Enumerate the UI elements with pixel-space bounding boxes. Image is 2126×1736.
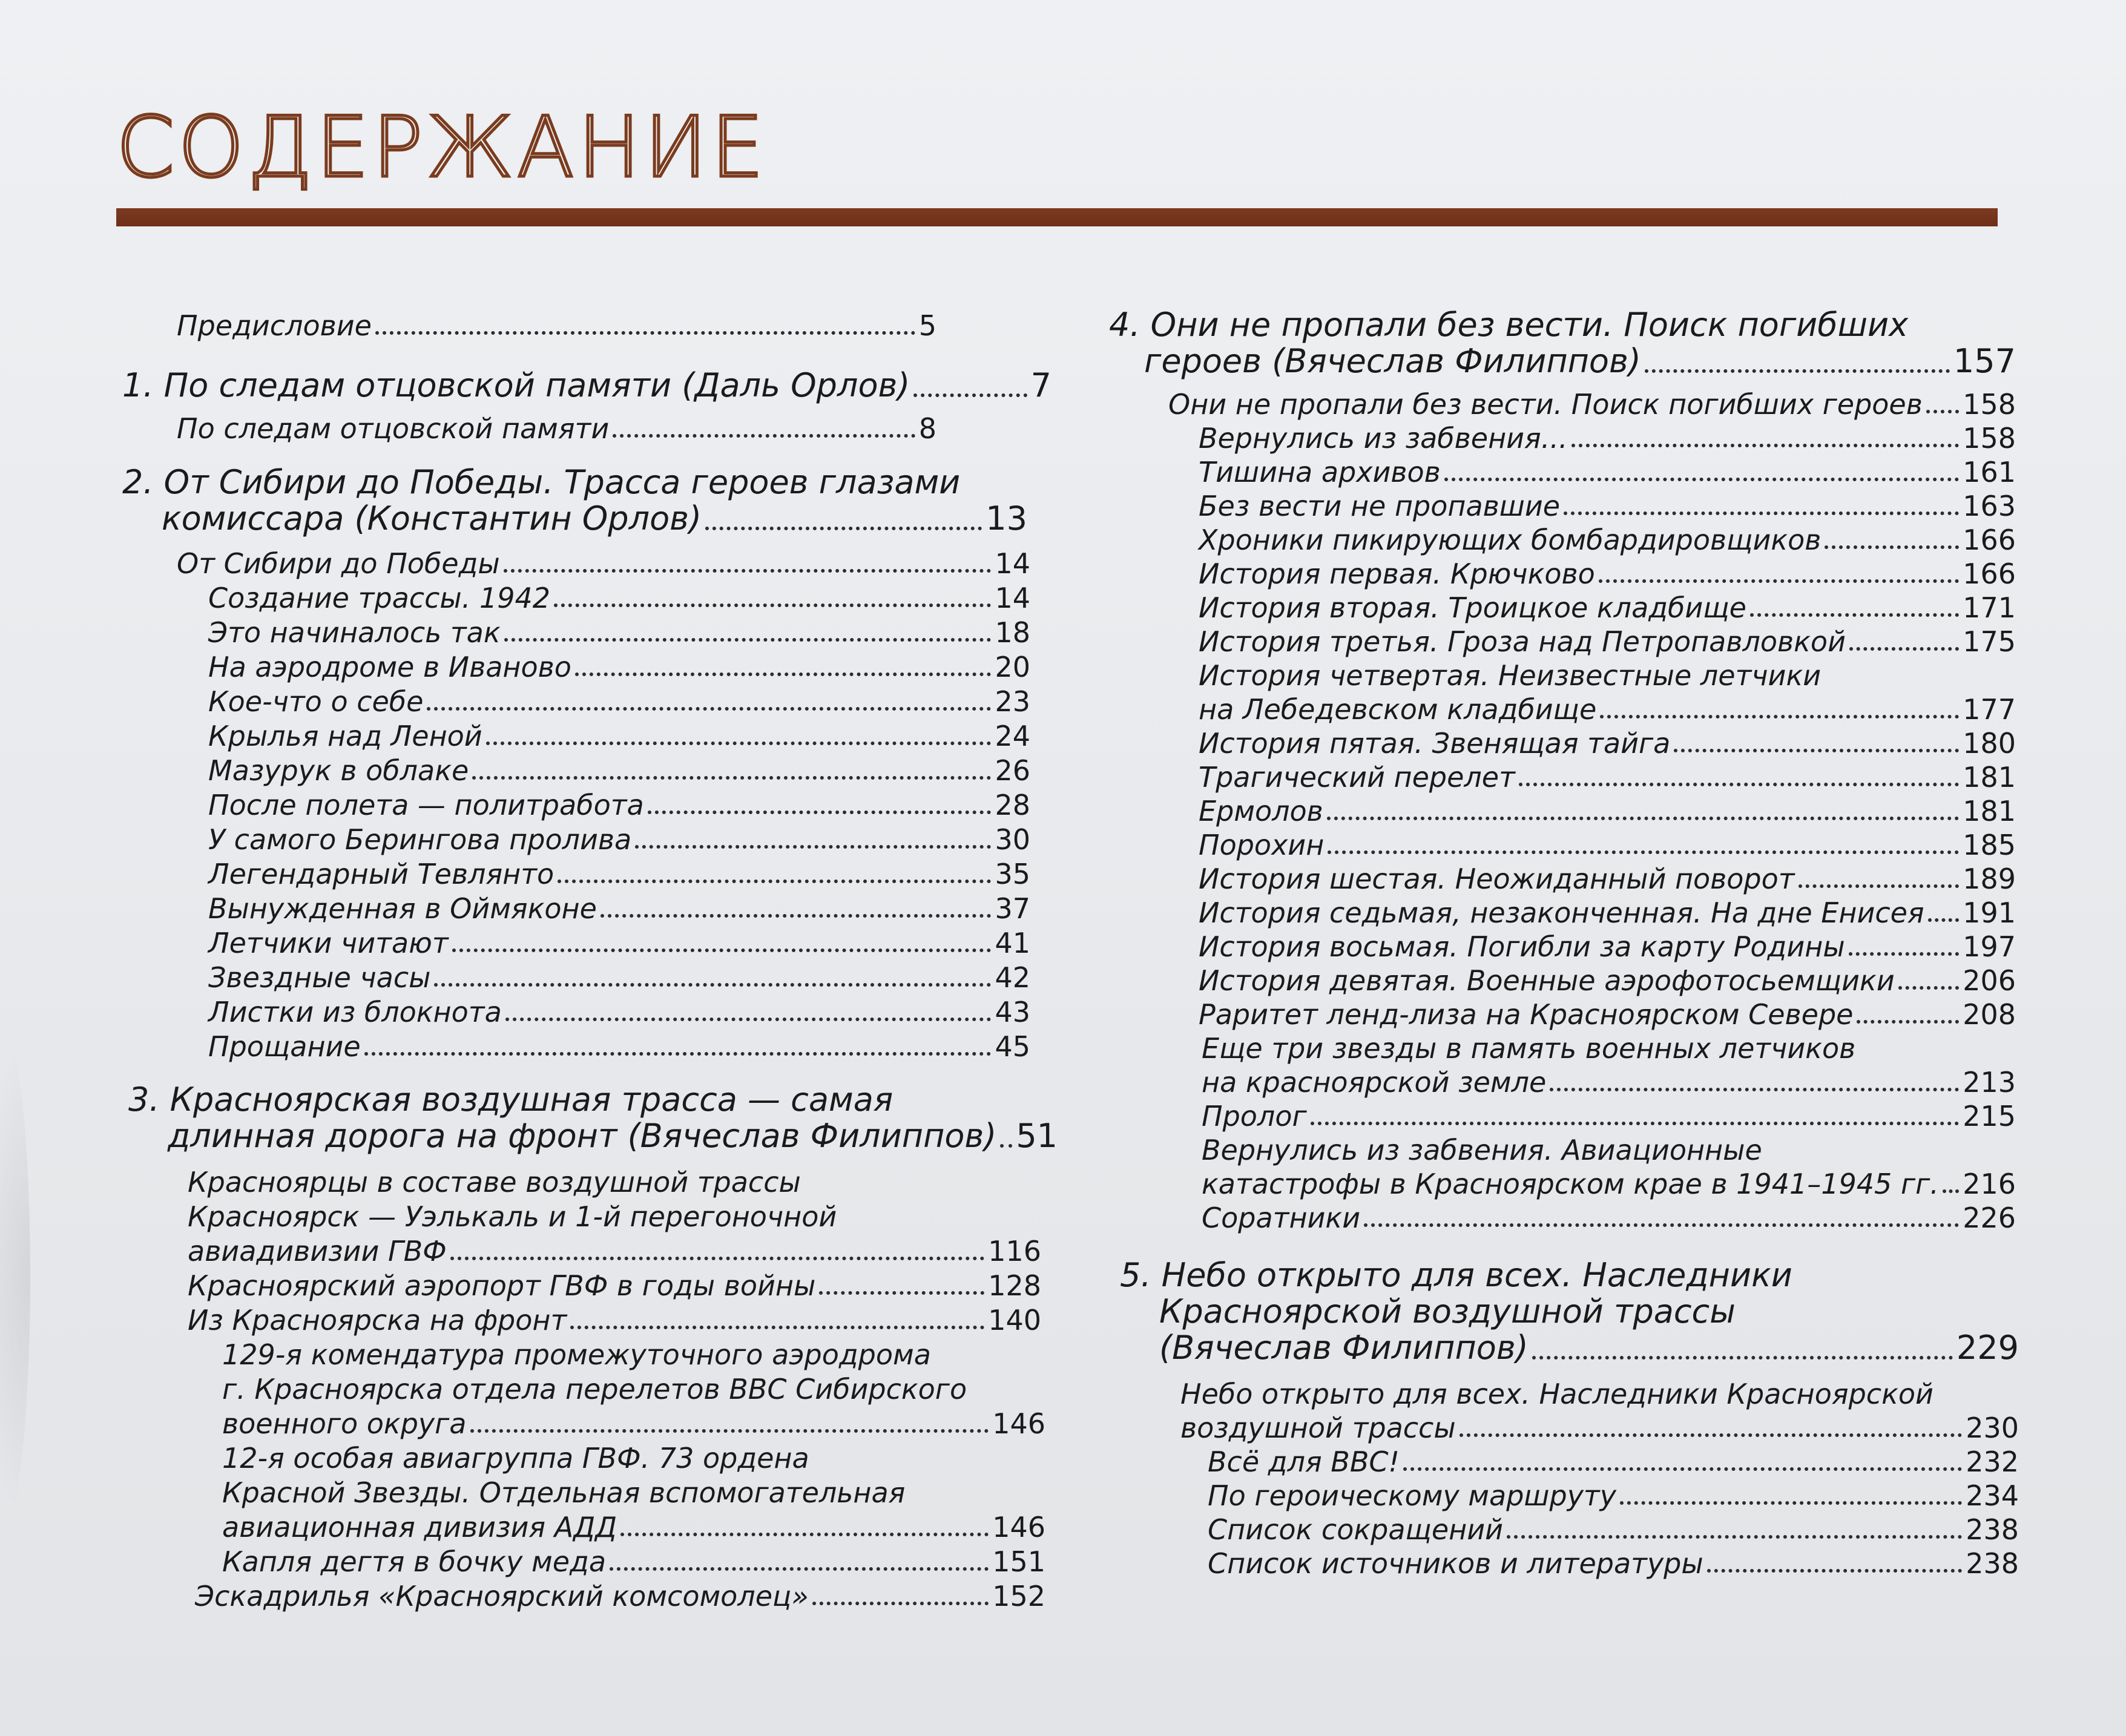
toc-entry[interactable]: Без вести не пропавшие 163 [1199,490,2016,522]
toc-entry[interactable]: Крылья над Леной 24 [208,720,1030,752]
toc-entry[interactable]: История восьмая. Погибли за карту Родины 197 [1199,930,2016,963]
toc-entry[interactable]: Порохин 185 [1199,829,2016,861]
toc-entry[interactable]: На аэродроме в Иваново 20 [208,651,1030,683]
toc-entry[interactable]: История седьмая, незаконченная. На дне Енисея 191 [1199,896,2016,929]
toc-entry[interactable]: авиадивизии ГВФ 116 [188,1235,1041,1267]
toc-entry-preface[interactable]: Предисловие 5 [177,309,936,342]
toc-entry-line[interactable]: Вернулись из забвения. Авиационные [1202,1134,1762,1166]
toc-entry[interactable]: Красноярский аэропорт ГВФ в годы войны 128 [188,1269,1041,1302]
toc-entry[interactable]: воздушной трассы 230 [1180,1412,2019,1444]
page-title: СОДЕРЖАНИЕ [116,99,768,196]
toc-entry[interactable]: Звездные часы 42 [208,961,1030,994]
toc-entry[interactable]: По следам отцовской памяти 8 [177,412,936,445]
toc-chapter-5-line1[interactable]: 5. Небо открыто для всех. Наследники [1120,1256,1792,1294]
toc-entry[interactable]: Летчики читают 41 [208,927,1030,959]
toc-chapter-5-line2[interactable]: Красноярской воздушной трассы [1159,1292,1736,1330]
toc-entry[interactable]: Это начиналось так 18 [208,616,1030,649]
toc-entry[interactable]: авиационная дивизия АДД 146 [222,1511,1045,1544]
toc-entry[interactable]: Раритет ленд-лиза на Красноярском Севере 208 [1199,998,2016,1031]
toc-entry[interactable]: Вернулись из забвения... 158 [1199,422,2016,455]
toc-entry[interactable]: Прощание 45 [208,1030,1030,1063]
toc-chapter-4[interactable]: героев (Вячеслав Филиппов) 157 [1144,342,2016,380]
toc-entry[interactable]: Мазурук в облаке 26 [208,754,1030,787]
toc-entry[interactable]: Листки из блокнота 43 [208,996,1030,1028]
toc-entry-line[interactable]: История четвертая. Неизвестные летчики [1199,659,1822,692]
toc-entry-line[interactable]: Небо открыто для всех. Наследники Красноярской [1180,1378,1933,1410]
toc-entry[interactable]: От Сибири до Победы 14 [177,547,1030,580]
toc-entry[interactable]: Создание трассы. 1942 14 [208,582,1030,614]
toc-entry[interactable]: Кое-что о себе 23 [208,685,1030,718]
toc-entry-line[interactable]: 129-я комендатура промежуточного аэродрома [222,1338,931,1371]
toc-entry[interactable]: Хроники пикирующих бомбардировщиков 166 [1199,524,2016,556]
toc-entry[interactable]: История девятая. Военные аэрофотосьемщики 206 [1199,964,2016,997]
toc-entry-line[interactable]: Еще три звезды в память военных летчиков [1202,1032,1856,1065]
toc-chapter-5[interactable]: (Вячеслав Филиппов) 229 [1159,1329,2019,1367]
toc-entry[interactable]: История первая. Крючково 166 [1199,557,2016,590]
toc-entry[interactable]: Легендарный Тевлянто 35 [208,858,1030,890]
toc-entry[interactable]: История пятая. Звенящая тайга 180 [1199,727,2016,760]
title-rule [116,208,1998,226]
toc-entry[interactable]: Ермолов 181 [1199,795,2016,827]
toc-entry-line[interactable]: Красноярцы в составе воздушной трассы [188,1166,801,1198]
toc-chapter-2-line1[interactable]: 2. От Сибири до Победы. Трасса героев глазами [122,463,961,501]
toc-entry[interactable]: Список сокращений 238 [1208,1513,2019,1546]
toc-entry-line[interactable]: Красноярск — Уэлькаль и 1-й перегоночной [188,1200,837,1233]
toc-entry[interactable]: По героическому маршруту 234 [1208,1479,2019,1512]
toc-chapter-4-line1[interactable]: 4. Они не пропали без вести. Поиск погибших [1109,306,1909,344]
toc-entry-line[interactable]: г. Красноярска отдела перелетов ВВС Сибирского [222,1373,967,1406]
toc-entry[interactable]: Соратники 226 [1202,1202,2016,1234]
toc-entry[interactable]: на красноярской земле 213 [1202,1066,2016,1099]
toc-entry[interactable]: военного округа 146 [222,1407,1045,1440]
toc-chapter-1[interactable]: 1. По следам отцовской памяти (Даль Орлов) 7 [122,366,1051,404]
toc-entry[interactable]: У самого Берингова пролива 30 [208,823,1030,856]
toc-entry-line[interactable]: 12-я особая авиагруппа ГВФ. 73 ордена [222,1442,809,1475]
toc-chapter-2[interactable]: комиссара (Константин Орлов) 13 [162,499,1027,538]
toc-chapter-3-line1[interactable]: 3. Красноярская воздушная трасса — самая [128,1080,894,1119]
toc-entry[interactable]: Эскадрилья «Красноярский комсомолец» 152 [195,1580,1045,1613]
page-edge-shadow [0,1029,30,1525]
toc-entry[interactable]: на Лебедевском кладбище 177 [1199,693,2016,726]
toc-entry[interactable]: Пролог 215 [1202,1100,2016,1133]
toc-entry[interactable]: Они не пропали без вести. Поиск погибших героев 158 [1168,388,2016,421]
toc-entry[interactable]: История третья. Гроза над Петропавловкой 175 [1199,625,2016,658]
toc-entry[interactable]: Тишина архивов 161 [1199,456,2016,488]
toc-entry[interactable]: После полета — политработа 28 [208,789,1030,821]
toc-entry[interactable]: Капля дегтя в бочку меда 151 [222,1545,1045,1578]
toc-entry[interactable]: Всё для ВВС! 232 [1208,1445,2019,1478]
toc-entry[interactable]: История шестая. Неожиданный поворот 189 [1199,863,2016,895]
toc-entry[interactable]: Трагический перелет 181 [1199,761,2016,794]
toc-entry-line[interactable]: Красной Звезды. Отдельная вспомогательная [222,1476,906,1509]
toc-entry[interactable]: Список источников и литературы 238 [1208,1547,2019,1580]
toc-chapter-3[interactable]: длинная дорога на фронт (Вячеслав Филиппов) 51 [168,1117,1058,1155]
toc-entry[interactable]: Из Красноярска на фронт 140 [188,1304,1041,1337]
toc-entry[interactable]: История вторая. Троицкое кладбище 171 [1199,591,2016,624]
toc-entry[interactable]: катастрофы в Красноярском крае в 1941–1945 гг. 216 [1202,1168,2016,1200]
toc-entry[interactable]: Вынужденная в Оймяконе 37 [208,892,1030,925]
